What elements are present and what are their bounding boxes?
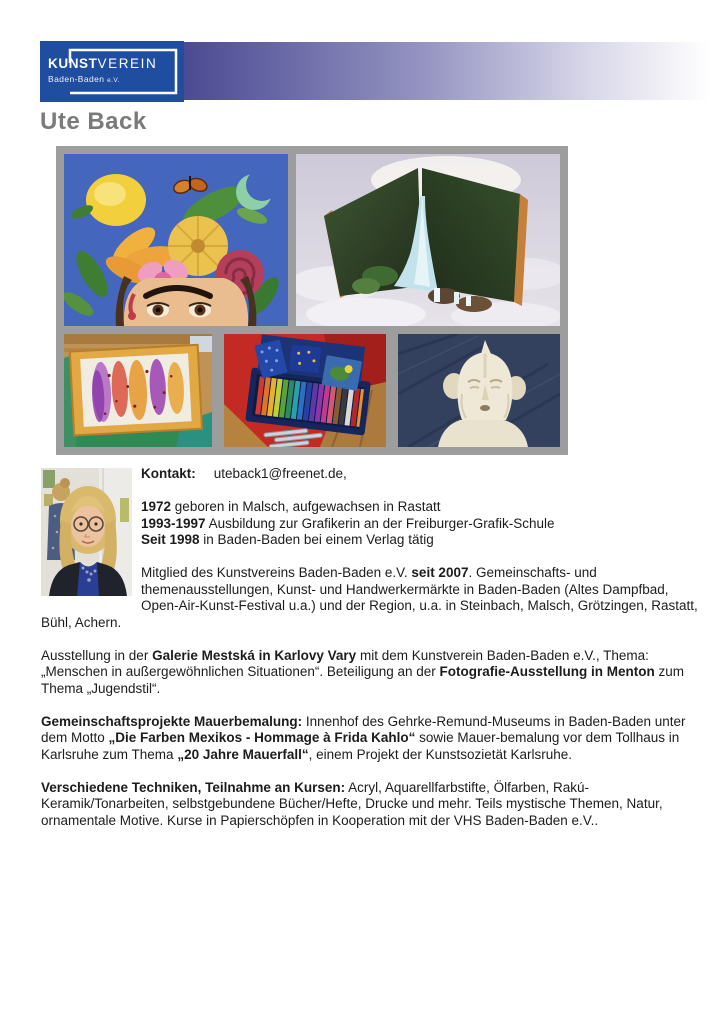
contact-line (41, 466, 700, 483)
vita-block (41, 499, 700, 549)
page-title: Ute Back (40, 108, 147, 135)
paragraph-techniques: Verschiedene Techniken, Teilnahme an Kursen: Acryl, Aquarellfarbstifte, Ölfarben, Rakú-Keramik/Tonarbeiten, selbstgebundene Bücher/Hefte, Drucke und mehr. Teils mystische Themen, Natur, ornamentale Motive. Kurse in Papierschöpfen in Kooperation mit der VHS Baden-Baden e.V.. (41, 779, 663, 828)
portrait-photo (41, 468, 132, 596)
vita-line-1993-1997: 1993-1997 Ausbildung zur Grafikerin an der Freiburger-Grafik-Schule (141, 515, 555, 531)
collage-row-bottom (64, 334, 560, 447)
collage-image-colored-pencils-case (224, 334, 386, 447)
logo-brand-light: VEREIN (97, 56, 158, 71)
vita-line-seit-1998: Seit 1998 in Baden-Baden bei einem Verlag tätig (141, 532, 434, 547)
header-gradient-band (184, 42, 710, 100)
contact-label: Kontakt: (141, 466, 196, 481)
paragraph-projects: Gemeinschaftsprojekte Mauerbemalung: Innenhof des Gehrke-Remund-Museums in Baden-Baden unter dem Motto „Die Farben Mexikos - Hommage à Frida Kahlo“ sowie Mauer-bemalung vor dem Tollhaus in Karlsruhe zum Thema „20 Jahre Mauerfall“, einem Projekt der Kunstsozietät Karlsruhe. (41, 713, 686, 762)
collage-row-top (64, 154, 560, 326)
header (40, 41, 710, 102)
paragraph-exhibitions: Ausstellung in der Galerie Mestská in Karlovy Vary mit dem Kunstverein Baden-Baden e.V., Thema: „Menschen in außergewöhnlichen Situationen“. Beteiligung an der Fotografie-Ausstellung in Menton zum Thema „Jugendstil“. (41, 647, 685, 696)
collage-image-white-bust-sculpture (398, 334, 560, 447)
bio-section (41, 466, 700, 829)
vita-line-1972: 1972 geboren in Malsch, aufgewachsen in Rastatt (141, 499, 441, 514)
collage-image-paper-making-frame (64, 334, 212, 447)
logo-sub: Baden-Baden (48, 73, 105, 84)
collage-image-book-landscape-painting (296, 154, 560, 326)
collage-image-frida-flower-painting (64, 154, 288, 326)
logo-sub-suffix: e.V. (107, 76, 120, 84)
logo-text (48, 57, 157, 84)
logo-brand-bold: KUNST (48, 56, 98, 71)
contact-email: uteback1@freenet.de, (213, 466, 347, 481)
artwork-collage (56, 146, 568, 455)
kunstverein-logo (40, 41, 184, 102)
paragraph-membership: Mitglied des Kunstvereins Baden-Baden e.V. seit 2007. Gemeinschafts- und themenausstellungen, Kunst- und Handwerkermärkte in Baden-Baden (Altes Dampfbad, Open-Air-Kunst-Festival u.a.) und der Region, u.a. in Steinbach, Malsch, Grötzingen, Rastatt, Bühl, Achern. (41, 565, 698, 630)
